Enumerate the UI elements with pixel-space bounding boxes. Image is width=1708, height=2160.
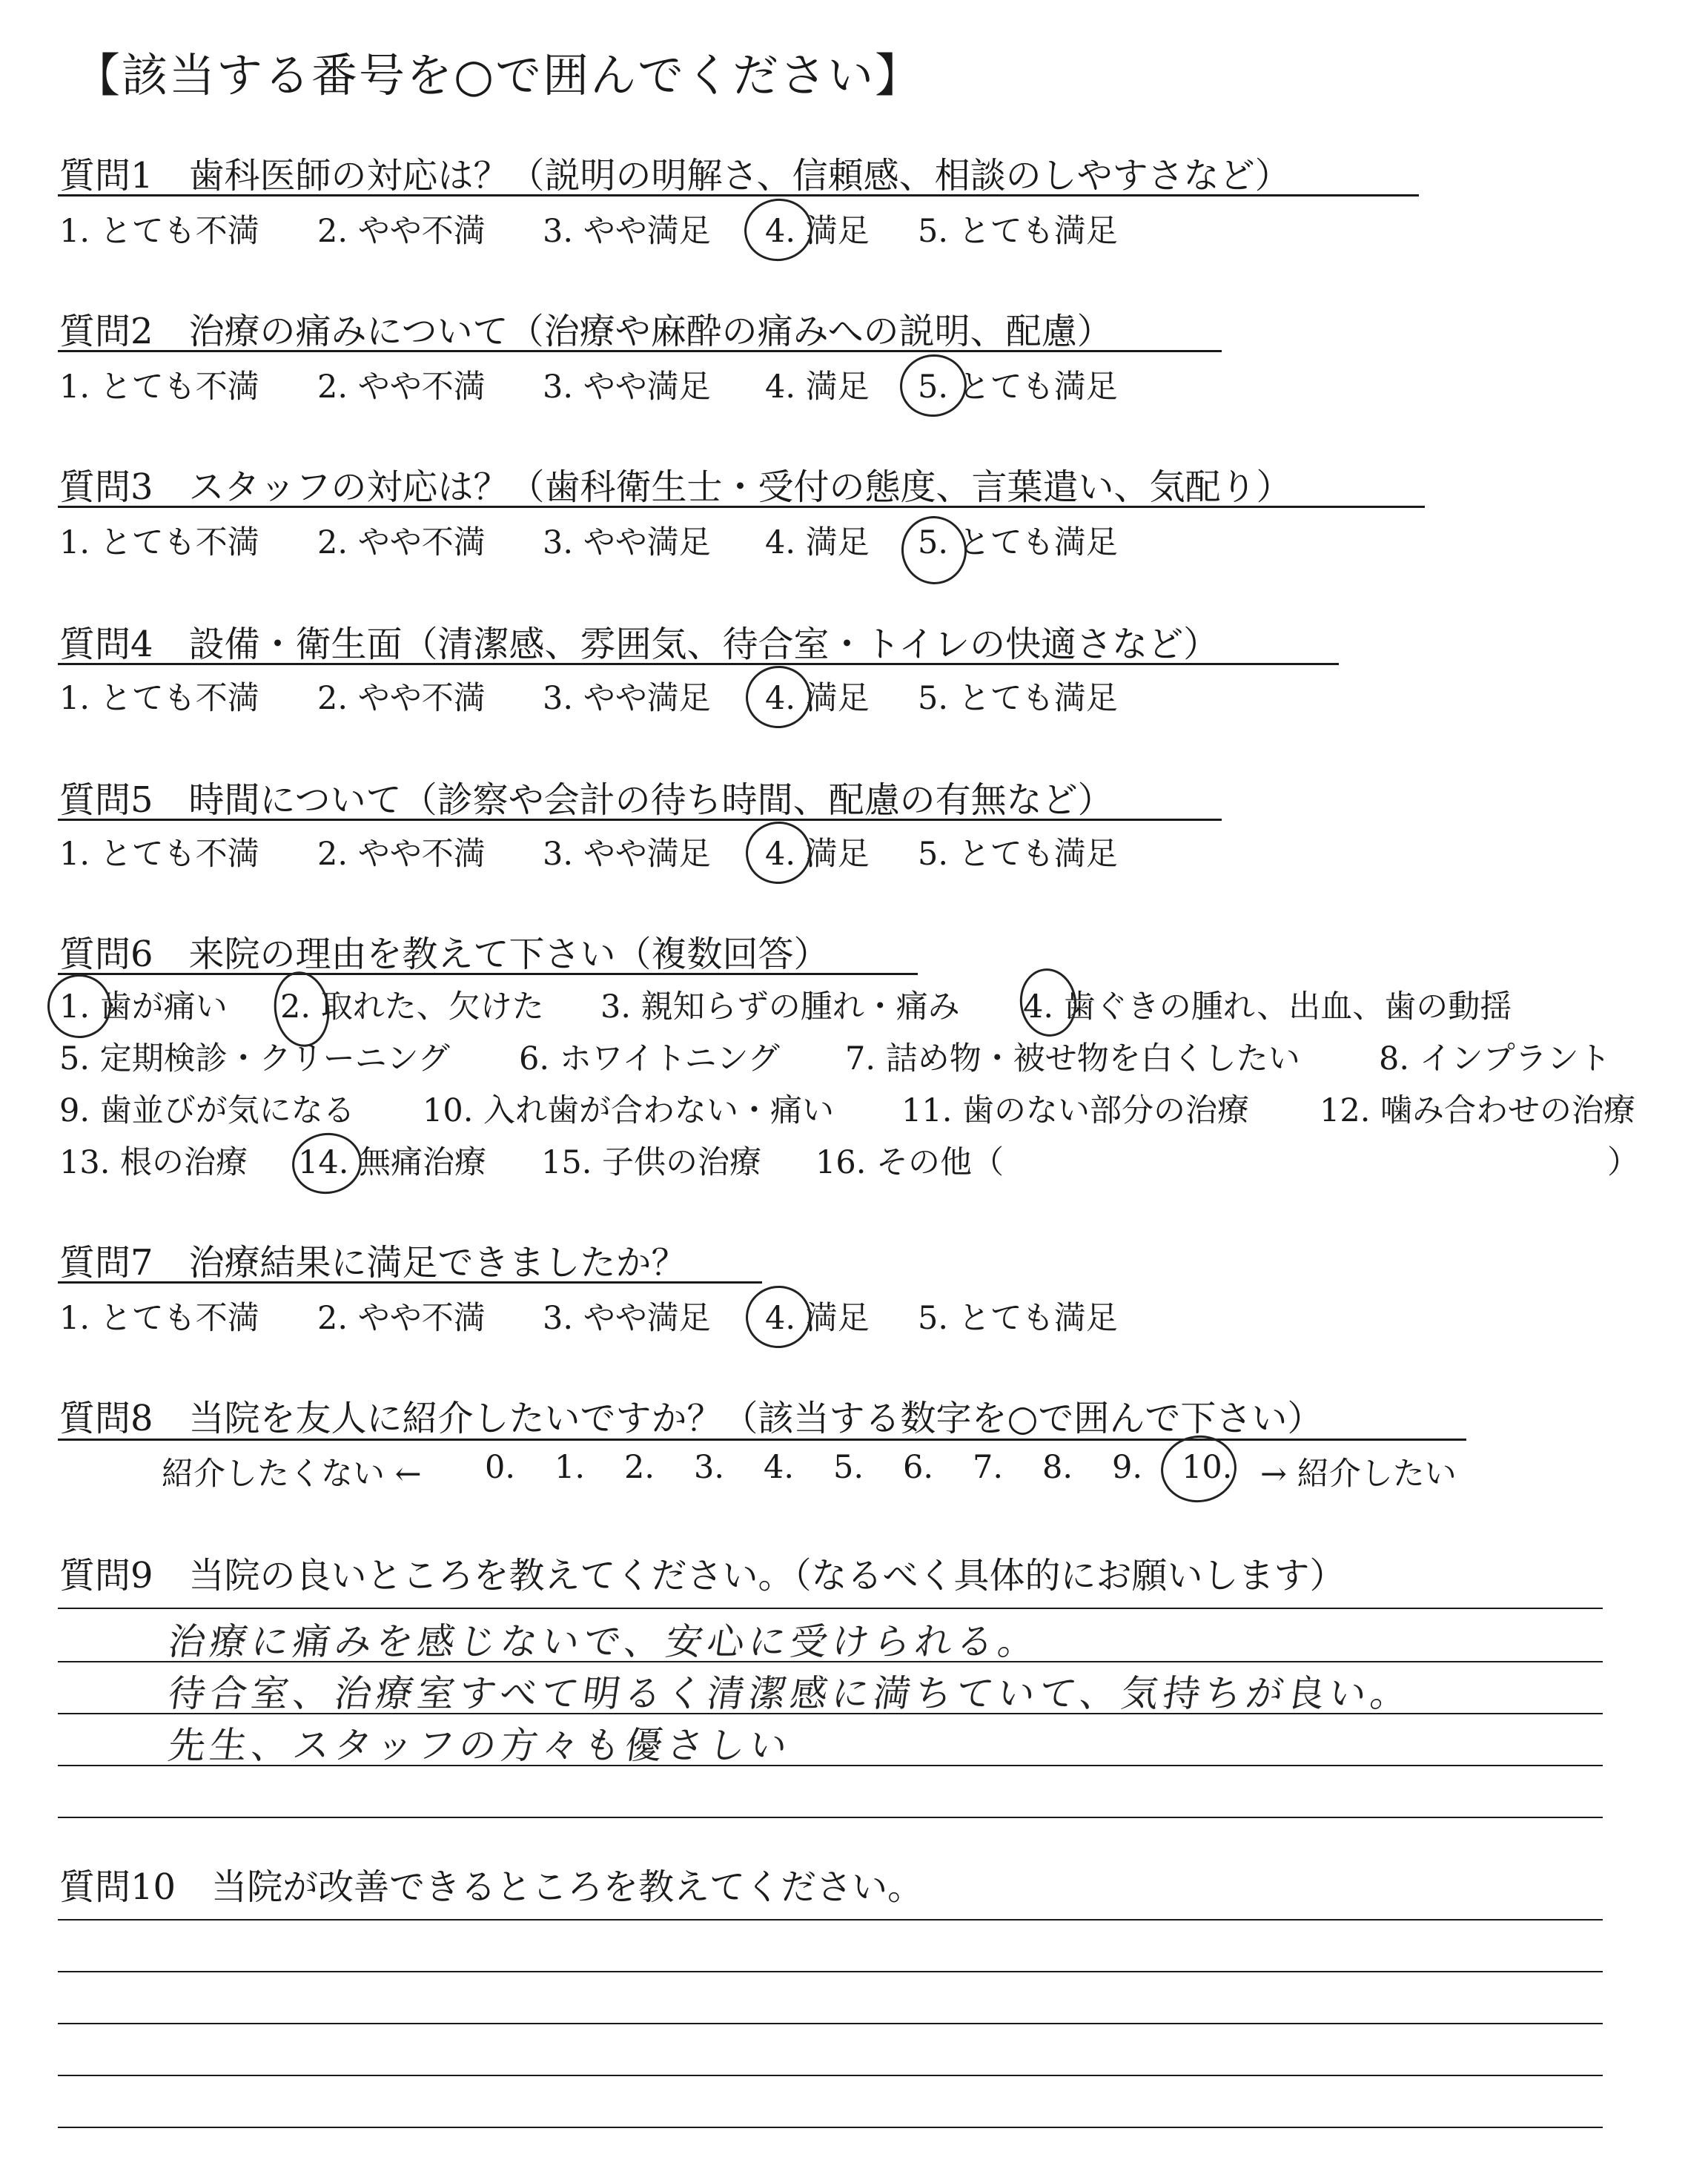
- option-4[interactable]: 4. 満足: [765, 369, 870, 406]
- reason-option-16[interactable]: 16. その他（: [815, 1144, 1004, 1181]
- option-2[interactable]: 2. やや不満: [317, 836, 486, 873]
- reason-option-15[interactable]: 15. 子供の治療: [541, 1144, 762, 1181]
- question-3-underline: [58, 506, 1425, 508]
- reason-option-9[interactable]: 9. 歯並びが気になる: [59, 1092, 355, 1129]
- question-2-title: 質問2 治療の痛みについて（治療や麻酔の痛みへの説明、配慮）: [59, 311, 1113, 352]
- reason-option-8[interactable]: 8. インプラント: [1379, 1040, 1611, 1077]
- question-4-title: 質問4 設備・衛生面（清潔感、雰囲気、待合室・トイレの快適さなど）: [59, 624, 1219, 665]
- score-option-7[interactable]: 7.: [973, 1449, 1004, 1486]
- option-3[interactable]: 3. やや満足: [543, 213, 711, 250]
- reason-option-1[interactable]: 1. 歯が痛い: [59, 988, 228, 1025]
- reason-option-4[interactable]: 4. 歯ぐきの腫れ、出血、歯の動揺: [1023, 988, 1512, 1025]
- option-1[interactable]: 1. とても不満: [59, 213, 259, 250]
- option-5[interactable]: 5. とても満足: [918, 524, 1118, 561]
- reason-option-13[interactable]: 13. 根の治療: [59, 1144, 248, 1181]
- improvement-answer-area[interactable]: [58, 1919, 1603, 2127]
- question-7-options: [59, 1293, 1245, 1338]
- option-1[interactable]: 1. とても不満: [59, 524, 259, 561]
- option-2[interactable]: 2. やや不満: [317, 524, 486, 561]
- option-1[interactable]: 1. とても不満: [59, 369, 259, 406]
- option-3[interactable]: 3. やや満足: [543, 524, 711, 561]
- question-1-options: [59, 206, 1245, 251]
- score-option-9[interactable]: 9.: [1112, 1449, 1143, 1486]
- question-5-underline: [58, 819, 1222, 821]
- reason-option-2[interactable]: 2. 取れた、欠けた: [280, 988, 544, 1025]
- option-3[interactable]: 3. やや満足: [543, 1300, 711, 1337]
- option-5[interactable]: 5. とても満足: [918, 213, 1118, 250]
- reason-option-7[interactable]: 7. 詰め物・被せ物を白くしたい: [845, 1040, 1300, 1077]
- question-6-underline: [58, 973, 918, 975]
- question-8-scale: [59, 1449, 1616, 1493]
- option-5[interactable]: 5. とても満足: [918, 836, 1118, 873]
- reason-option-6[interactable]: 6. ホワイトニング: [519, 1040, 780, 1077]
- question-3-options: [59, 518, 1245, 562]
- question-3-title: 質問3 スタッフの対応は？（歯科衛生士・受付の態度、言葉遣い、気配り）: [59, 466, 1292, 508]
- writing-line: [58, 1817, 1603, 1818]
- reason-option-3[interactable]: 3. 親知らずの腫れ・痛み: [600, 988, 960, 1025]
- score-option-1[interactable]: 1.: [555, 1449, 586, 1486]
- reason-option-12[interactable]: 12. 噛み合わせの治療: [1320, 1092, 1636, 1129]
- question-10-title: 質問10 当院が改善できるところを教えてください。: [59, 1866, 924, 1908]
- question-9-title: 質問9 当院の良いところを教えてください。（なるべく具体的にお願いします）: [59, 1555, 1345, 1596]
- other-close-paren: ）: [1607, 1144, 1639, 1181]
- question-5-options: [59, 829, 1245, 873]
- question-6-title: 質問6 来院の理由を教えて下さい（複数回答）: [59, 934, 830, 975]
- option-1[interactable]: 1. とても不満: [59, 1300, 259, 1337]
- option-4[interactable]: 4. 満足: [765, 680, 870, 717]
- option-2[interactable]: 2. やや不満: [317, 369, 486, 406]
- page-title: 【該当する番号を○で囲んでください】: [74, 48, 923, 102]
- question-6-options-row-3: [59, 1086, 1661, 1130]
- option-3[interactable]: 3. やや満足: [543, 369, 711, 406]
- option-5[interactable]: 5. とても満足: [918, 1300, 1118, 1337]
- question-2-options: [59, 362, 1245, 406]
- question-2-underline: [58, 350, 1222, 352]
- score-option-6[interactable]: 6.: [903, 1449, 934, 1486]
- reason-option-5[interactable]: 5. 定期検診・クリーニング: [59, 1040, 450, 1077]
- question-7-title: 質問7 治療結果に満足できましたか？: [59, 1242, 687, 1284]
- reason-option-11[interactable]: 11. 歯のない部分の治療: [901, 1092, 1250, 1129]
- score-option-2[interactable]: 2.: [624, 1449, 655, 1486]
- scale-low-label: 紹介したくない ←: [162, 1456, 422, 1493]
- reason-option-10[interactable]: 10. 入れ歯が合わない・痛い: [423, 1092, 835, 1129]
- option-3[interactable]: 3. やや満足: [543, 836, 711, 873]
- option-4[interactable]: 4. 満足: [765, 1300, 870, 1337]
- score-option-4[interactable]: 4.: [764, 1449, 795, 1486]
- option-4[interactable]: 4. 満足: [765, 836, 870, 873]
- question-6-options-row-1: [59, 982, 1661, 1026]
- option-1[interactable]: 1. とても不満: [59, 680, 259, 717]
- option-2[interactable]: 2. やや不満: [317, 1300, 486, 1337]
- option-5[interactable]: 5. とても満足: [918, 680, 1118, 717]
- option-3[interactable]: 3. やや満足: [543, 680, 711, 717]
- score-option-8[interactable]: 8.: [1042, 1449, 1073, 1486]
- question-4-underline: [58, 663, 1339, 665]
- question-5-title: 質問5 時間について（診察や会計の待ち時間、配慮の有無など）: [59, 779, 1113, 821]
- option-4[interactable]: 4. 満足: [765, 524, 870, 561]
- score-option-0[interactable]: 0.: [485, 1449, 516, 1486]
- question-8-title: 質問8 当院を友人に紹介したいですか？（該当する数字を○で囲んで下さい）: [59, 1398, 1323, 1439]
- option-2[interactable]: 2. やや不満: [317, 213, 486, 250]
- option-4[interactable]: 4. 満足: [765, 213, 870, 250]
- question-4-options: [59, 673, 1245, 718]
- option-2[interactable]: 2. やや不満: [317, 680, 486, 717]
- score-option-3[interactable]: 3.: [694, 1449, 725, 1486]
- question-7-underline: [58, 1281, 762, 1284]
- good-points-answer-area[interactable]: [58, 1608, 1603, 1817]
- option-1[interactable]: 1. とても不満: [59, 836, 259, 873]
- reason-option-14[interactable]: 14. 無痛治療: [298, 1144, 487, 1181]
- other-reason-field[interactable]: [1023, 1137, 1601, 1180]
- handwritten-answer-line-3: 先生、スタッフの方々も優さしい: [165, 1724, 795, 1767]
- question-6-options-row-2: [59, 1034, 1661, 1078]
- scale-high-label: → 紹介したい: [1260, 1456, 1457, 1493]
- option-5[interactable]: 5. とても満足: [918, 369, 1118, 406]
- handwritten-answer-line-2: 待合室、治療室すべて明るく清潔感に満ちていて、気持ちが良い。: [165, 1672, 1416, 1715]
- score-option-10[interactable]: 10.: [1182, 1449, 1233, 1486]
- question-1-underline: [58, 194, 1419, 196]
- question-8-underline: [58, 1439, 1466, 1441]
- handwritten-answer-line-1: 治療に痛みを感じないで、安心に受けられる。: [165, 1620, 1043, 1663]
- writing-line: [58, 2127, 1603, 2128]
- score-option-5[interactable]: 5.: [833, 1449, 864, 1486]
- question-1-title: 質問1 歯科医師の対応は？（説明の明解さ、信頼感、相談のしやすさなど）: [59, 155, 1291, 196]
